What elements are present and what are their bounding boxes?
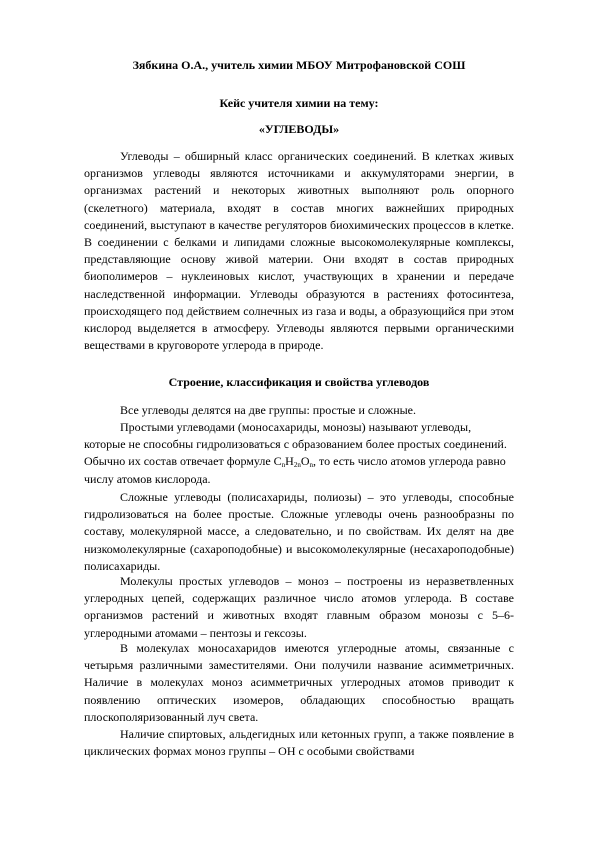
intro-paragraph: Углеводы – обширный класс органических соединений. В клетках живых организмов углеводы являются источниками и аккумуляторами энергии, в организмах растений и некоторых животных выполняют роль опорного (скелетного) материала, входят в состав многих важнейших природных соединений, выступают в качестве регуляторов биохимических процессов в клетке. В соединении с белками и липидами сложные высокомолекулярные комплексы, представляющие основу живой материи. Они входят в состав природных биополимеров – нуклеиновых кислот, участвующих в хранении и передаче наследственной информации. Углеводы образуются в растениях фотосинтеза, происходящего под действием солнечных из газа и воды, а образующийся при этом кислород выделяется в атмосферу. Углеводы являются первыми органическими веществами в круговороте углерода в природе.	[84, 149, 514, 353]
formula-sub-n: n	[281, 461, 286, 470]
author-line: Зябкина О.А., учитель химии МБОУ Митрофановской СОШ	[132, 58, 466, 72]
paragraph-asymmetric: В молекулах моносахаридов имеются углеродные атомы, связанные с четырьмя различными заместителями. Они получили название асимметричных. Наличие в молекулах моноз асимметричных углеродных атомов приводит к появлению оптических изомеров, обладающих способностью вращать плоскополяризованный луч света.	[84, 641, 514, 724]
simple-carbs-text-end: , то есть число атомов углерода равно числу атомов кислорода.	[84, 454, 506, 486]
formula-sub-n2: n	[309, 461, 314, 470]
formula-sub-2n: 2n	[293, 461, 301, 470]
paragraph-molecules: Молекулы простых углеводов – моноз – построены из неразветвленных углеродных цепей, содержащих различное число атомов углерода. В составе организмов растений и животных входят главным образом монозы с 5–6-углеродными атомами – пентозы и гексозы.	[84, 574, 514, 640]
paragraph-functional-groups: Наличие спиртовых, альдегидных или кетонных групп, а также появление в циклических формах моноз группы – ОН с особыми свойствами	[84, 727, 514, 759]
formula-h: H	[285, 454, 294, 469]
section-heading: Строение, классификация и свойства углеводов	[168, 375, 430, 389]
simple-carbs-text-start: Простыми углеводами (моносахариды, монозы) называют углеводы, которые не способны гидролизоваться с образованием более простых соединений. Обычно их состав отвечает формуле C	[84, 420, 507, 469]
formula-o: O	[300, 454, 310, 469]
paragraph-complex-carbs: Сложные углеводы (полисахариды, полиозы) – это углеводы, способные гидролизоваться на более простые. Сложные углеводы очень разнообразны по составу, молекулярной массе, а следовательно, и по свойствам. Их делят на две низкомолекулярные (сахароподобные) и высокомолекулярные (несахароподобные) полисахариды.	[84, 490, 514, 573]
topic-title: «УГЛЕВОДЫ»	[258, 122, 340, 136]
paragraph-groups: Все углеводы делятся на две группы: простые и сложные.	[120, 403, 417, 417]
paragraph-simple-carbs	[84, 419, 514, 488]
case-title: Кейс учителя химии на тему:	[219, 96, 379, 110]
